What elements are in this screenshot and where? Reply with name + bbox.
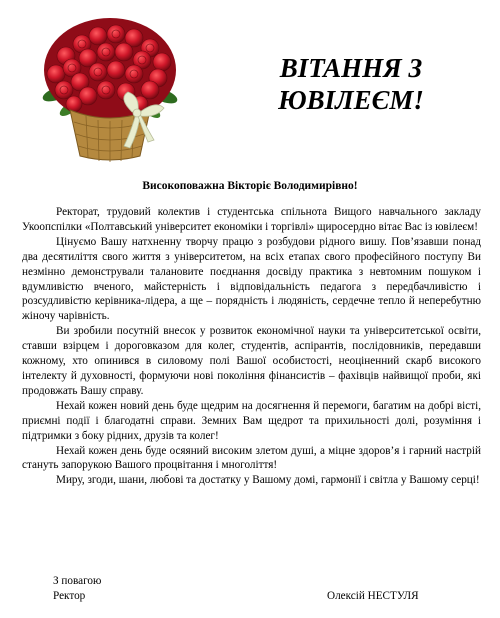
- title-line-1: ВІТАННЯ З: [279, 53, 423, 83]
- paragraph-3: Ви зробили посутній внесок у розвиток економічної науки та університетської освіти, ставши взірцем і дороговказом для колег, студентів, аспірантів, послідовників, передавши кожному, хто опинився в силовому полі Вашої особистості, неоціненний скарб високого інтелекту й духовності, формуючи нові покоління фінансистів – фахівців найвищої проби, які продовжать Вашу справу.: [22, 325, 481, 397]
- closing-regards: З повагою: [53, 575, 102, 587]
- paragraph-4: Нехай кожен новий день буде щедрим на досягнення й перемоги, багатим на добрі вісті, приємні події і благодатні справи. Земних Вам щедрот та прихильності долі, розуміння і підтримки з боку рідних, друзів та колег!: [22, 399, 481, 442]
- paragraph-2: Цінуємо Вашу натхненну творчу працю з розбудови рідного вишу. Пов’язавши понад два десятиліття свого життя з університетом, на всіх етапах свого професійного поступу Ви незмінно демонстрували талановите поєднання досвіду практика з невтомним пошуком і вдумливістю вченого, майстерність і відповідальність педагога з передбачливістю і розсудливістю керівника-лідера, а ще – порядність і людяність, сердечне тепло й неперебутню жіночу чарівність.: [22, 235, 481, 323]
- signatory-role: Ректор: [53, 590, 86, 602]
- paragraph-6: Миру, згоди, шани, любові та достатку у Вашому домі, гармонії і світла у Вашому серці!: [56, 474, 480, 487]
- letter-body: [22, 205, 481, 488]
- salutation: Високоповажна Вікторіє Володимирівно!: [142, 180, 358, 192]
- paragraph-5: Нехай кожен день буде осяяний високим злетом душі, а міцне здоров’я і гарний настрій стануть запорукою Вашого процвітання і многоліття!: [22, 444, 481, 472]
- page-title: [236, 52, 466, 116]
- signatory-name: Олексій НЕСТУЛЯ: [327, 590, 419, 602]
- rose-bouquet-image: [36, 4, 184, 164]
- paragraph-1: Ректорат, трудовий колектив і студентська спільнота Вищого навчального закладу Укоопспілки «Полтавський університет економіки і торгівлі» щиросердно вітає Вас із ювілеєм!: [22, 206, 481, 233]
- title-line-2: ЮВІЛЕЄМ!: [278, 85, 424, 115]
